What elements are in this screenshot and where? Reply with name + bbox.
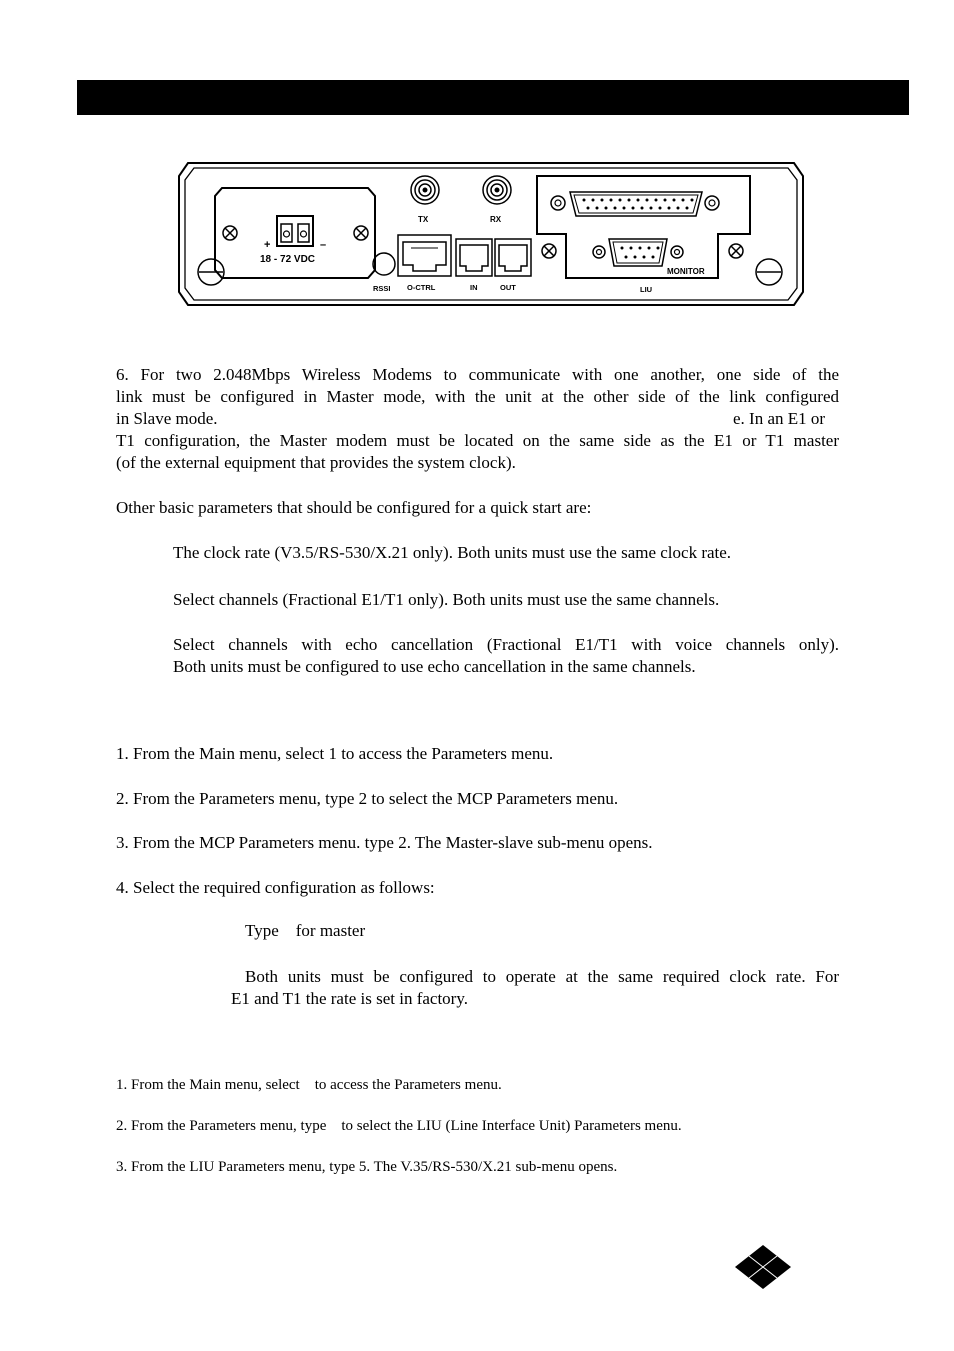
left-foot-screw xyxy=(198,259,224,285)
liu-step2: 2. From the Parameters menu, type to select the LIU (Line Interface Unit) Parameters menu. xyxy=(116,1118,682,1134)
bullet-echo-line2: Both units must be configured to use echo cancellation in the same channels. xyxy=(173,657,696,676)
octrl-label: O-CTRL xyxy=(407,283,436,292)
out-port xyxy=(495,239,531,276)
mcp-step2: 2. From the Parameters menu, type 2 to select the MCP Parameters menu. xyxy=(116,789,619,808)
note-line1: Both units must be configured to operate at the same required clock rate. For xyxy=(245,967,839,986)
power-minus-label: – xyxy=(320,239,327,251)
liu-module xyxy=(537,176,750,278)
in-label: IN xyxy=(470,283,478,292)
p6-line4: T1 configuration, the Master modem must be located on the same side as the E1 or T1 master xyxy=(116,431,839,450)
type-master-text: Type for master xyxy=(245,921,366,940)
black-box-logo xyxy=(734,1244,792,1290)
header-bar xyxy=(77,80,909,115)
tx-connector xyxy=(411,176,439,204)
mcp-step4: 4. Select the required configuration as follows: xyxy=(116,878,435,897)
p6-line3a: in Slave mode. xyxy=(116,409,218,428)
monitor-label: MONITOR xyxy=(667,267,705,276)
bullet-echo-line1: Select channels with echo cancellation (Fractional E1/T1 with voice channels only). xyxy=(173,635,839,654)
rssi-port xyxy=(373,253,395,275)
p6-line5: (of the external equipment that provides the system clock). xyxy=(116,453,516,472)
liu-step1: 1. From the Main menu, select to access the Parameters menu. xyxy=(116,1077,502,1093)
db25-connector xyxy=(551,192,719,216)
power-plus-label: + xyxy=(264,239,271,251)
right-foot-screw xyxy=(756,259,782,285)
bullet-clock-rate: The clock rate (V3.5/RS-530/X.21 only). Both units must use the same clock rate. xyxy=(173,543,732,562)
liu-step3: 3. From the LIU Parameters menu, type 5. The V.35/RS-530/X.21 sub-menu opens. xyxy=(116,1159,618,1175)
mcp-step3: 3. From the MCP Parameters menu. type 2. The Master-slave sub-menu opens. xyxy=(116,833,653,852)
other-params-text: Other basic parameters that should be configured for a quick start are: xyxy=(116,498,592,517)
power-module xyxy=(215,188,375,278)
tx-label: TX xyxy=(418,215,429,224)
monitor-db9-connector xyxy=(593,239,683,266)
mcp-step1: 1. From the Main menu, select 1 to access the Parameters menu. xyxy=(116,744,554,763)
p6-line2: link must be configured in Master mode, with the unit at the other side of the link configured xyxy=(116,387,839,406)
rssi-label: RSSI xyxy=(373,284,391,293)
bullet-select-channels: Select channels (Fractional E1/T1 only). Both units must use the same channels. xyxy=(173,590,720,609)
rx-label: RX xyxy=(490,215,502,224)
in-port xyxy=(456,239,492,276)
note-line2: E1 and T1 the rate is set in factory. xyxy=(231,989,468,1008)
liu-label: LIU xyxy=(640,285,653,294)
p6-line3b: e. In an E1 or xyxy=(733,409,826,428)
p6-line1: 6. For two 2.048Mbps Wireless Modems to communicate with one another, one side of the xyxy=(116,365,839,384)
out-label: OUT xyxy=(500,283,516,292)
power-range-label: 18 - 72 VDC xyxy=(260,254,316,265)
octrl-port xyxy=(398,235,451,276)
rear-panel-diagram xyxy=(178,162,804,306)
rx-connector xyxy=(483,176,511,204)
